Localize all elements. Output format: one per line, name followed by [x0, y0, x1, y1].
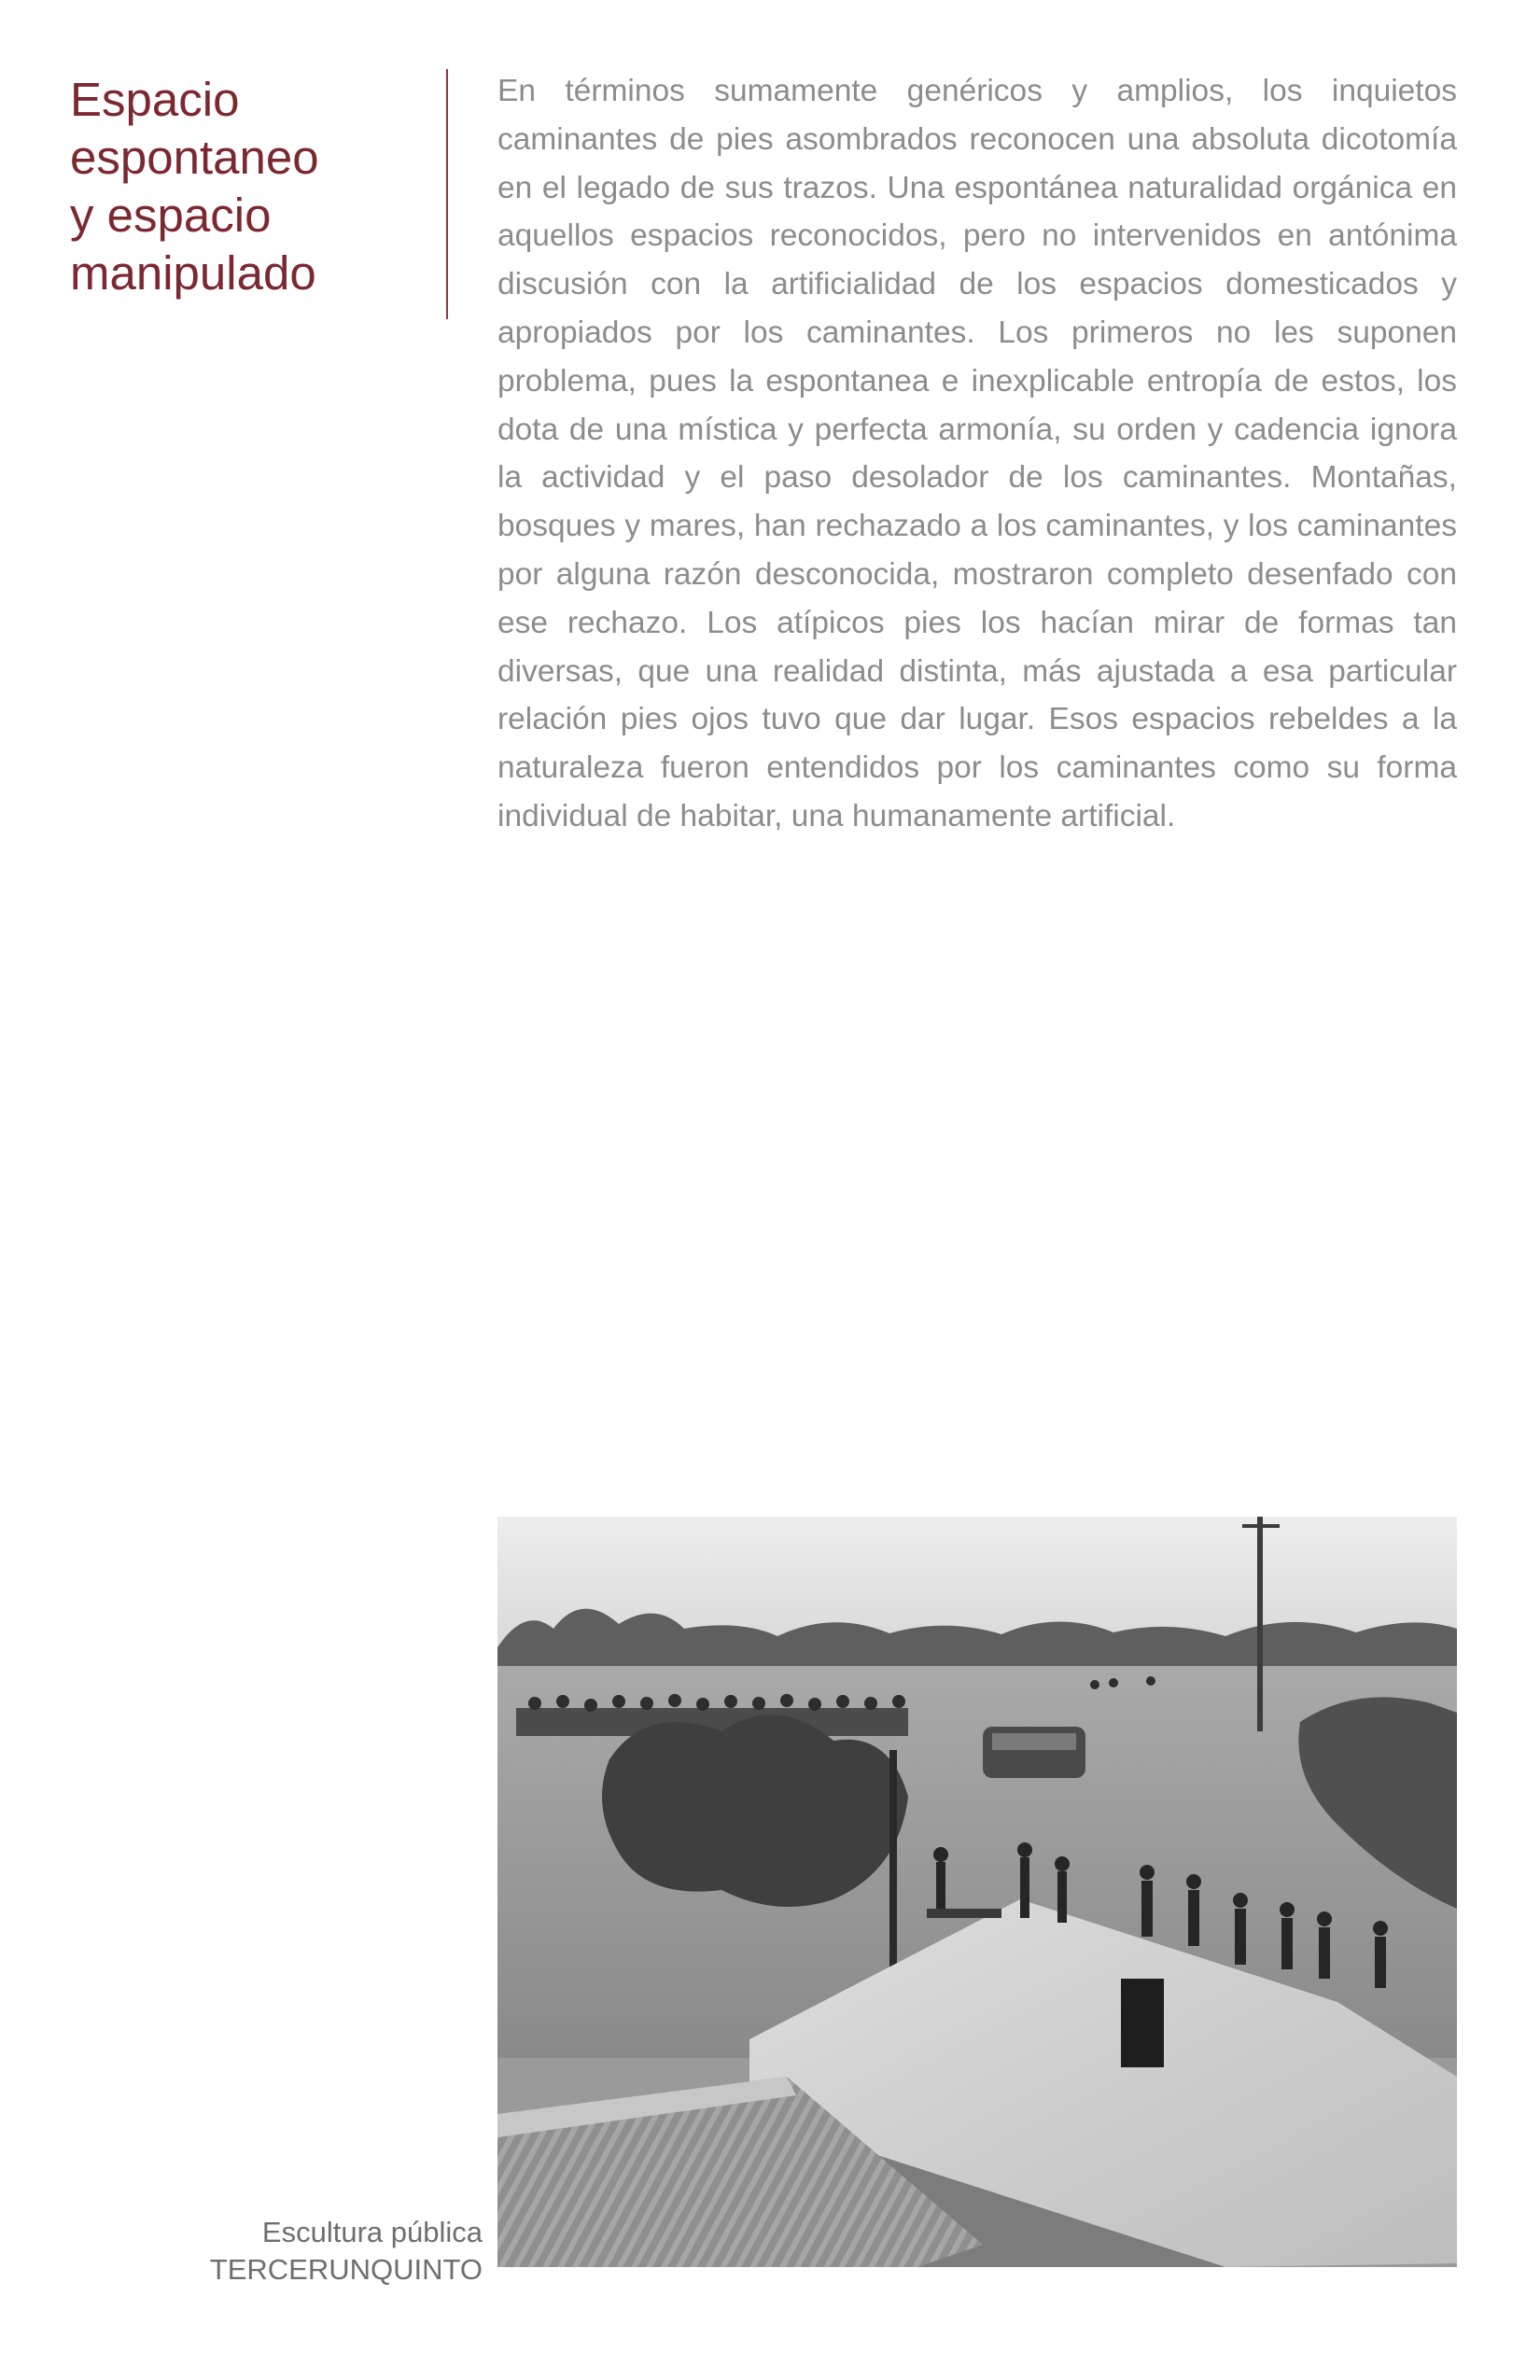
title-divider [446, 69, 448, 319]
body-paragraph: En términos sumamente genéricos y amplios, los inquietos caminantes de pies asombrados reconocen una absoluta dicotomía en el legado de sus trazos. Una espontánea naturalidad orgánica en aquellos espacios reconocidos, pero no intervenidos en antónima discusión con la artificialidad de los espacios domesticados y apropiados por los caminantes. Los primeros no les suponen problema, pues la espontanea e inexplicable entropía de estos, los dota de una mística y perfecta armonía, su orden y cadencia ignora la actividad y el paso desolador de los caminantes. Montañas, bosques y mares, han rechazado a los caminantes, y los caminantes por alguna razón desconocida, mostraron completo desenfado con ese rechazo. Los atípicos pies los hacían mirar de formas tan diversas, que una realidad distinta, más ajustada a esa particular relación pies ojos tuvo que dar lugar. Esos espacios rebeldes a la naturaleza fueron entendidos por los caminantes como su forma individual de habitar, una humanamente artificial. [497, 74, 1457, 833]
credit-author: TERCERUNQUINTO [209, 2253, 483, 2286]
page-title: Espacio espontaneo y espacio manipulado [70, 73, 319, 300]
photo-credit [210, 2214, 483, 2289]
public-sculpture-photo [497, 1517, 1457, 2267]
credit-title: Escultura pública [261, 2216, 483, 2248]
